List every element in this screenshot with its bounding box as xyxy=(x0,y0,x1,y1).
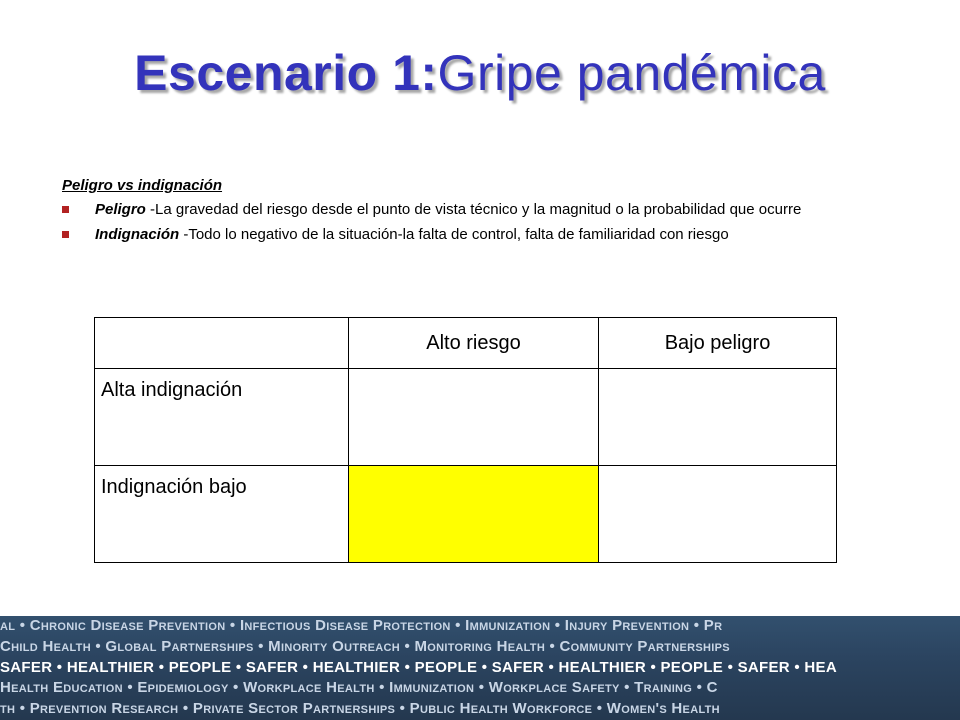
bullet-item-peligro xyxy=(62,201,892,219)
bullet-term: Peligro xyxy=(95,201,146,218)
title-rest: Gripe pandémica xyxy=(437,45,826,101)
bullet-item-indignacion xyxy=(62,226,892,244)
highlighted-matrix-cell xyxy=(349,466,599,563)
matrix-cell xyxy=(599,369,837,466)
bullet-term: Indignación xyxy=(95,226,180,243)
banner-line: al • Chronic Disease Prevention • Infectious Disease Protection • Immunization • Injury Prevention • Pr xyxy=(0,617,723,634)
banner-line: SAFER • HEALTHIER • PEOPLE • SAFER • HEALTHIER • PEOPLE • SAFER • HEALTHIER • PEOPLE • SAFER • HEA xyxy=(0,658,837,676)
banner-line: th • Prevention Research • Private Sector Partnerships • Public Health Workforce • Women's Health xyxy=(0,700,720,718)
matrix-cell xyxy=(349,369,599,466)
footer-banner xyxy=(0,616,960,720)
risk-outrage-matrix xyxy=(94,317,837,563)
row-label-indignacion-bajo: Indignación bajo xyxy=(95,466,349,563)
bullet-text: -Todo lo negativo de la situación-la falta de control, falta de familiaridad con riesgo xyxy=(179,226,729,243)
table-header-row xyxy=(95,318,837,369)
row-label-alta-indignacion: Alta indignación xyxy=(95,369,349,466)
col-header-bajo-peligro: Bajo peligro xyxy=(599,318,837,369)
table-row xyxy=(95,369,837,466)
col-header-alto-riesgo: Alto riesgo xyxy=(349,318,599,369)
section-heading: Peligro vs indignación xyxy=(62,177,223,194)
bullet-text: -La gravedad del riesgo desde el punto de vista técnico y la magnitud o la probabilidad que ocurre xyxy=(145,201,802,218)
matrix-cell xyxy=(599,466,837,563)
banner-line: Health Education • Epidemiology • Workplace Health • Immunization • Workplace Safety • Training • C xyxy=(0,679,718,697)
slide-title xyxy=(0,44,960,102)
bullet-list xyxy=(62,201,892,251)
square-bullet-icon xyxy=(62,231,69,238)
banner-line: Child Health • Global Partnerships • Minority Outreach • Monitoring Health • Community Partnerships xyxy=(0,637,730,655)
title-bold-part: Escenario 1: xyxy=(134,45,438,101)
table-row xyxy=(95,466,837,563)
empty-corner-cell xyxy=(95,318,349,369)
square-bullet-icon xyxy=(62,206,69,213)
